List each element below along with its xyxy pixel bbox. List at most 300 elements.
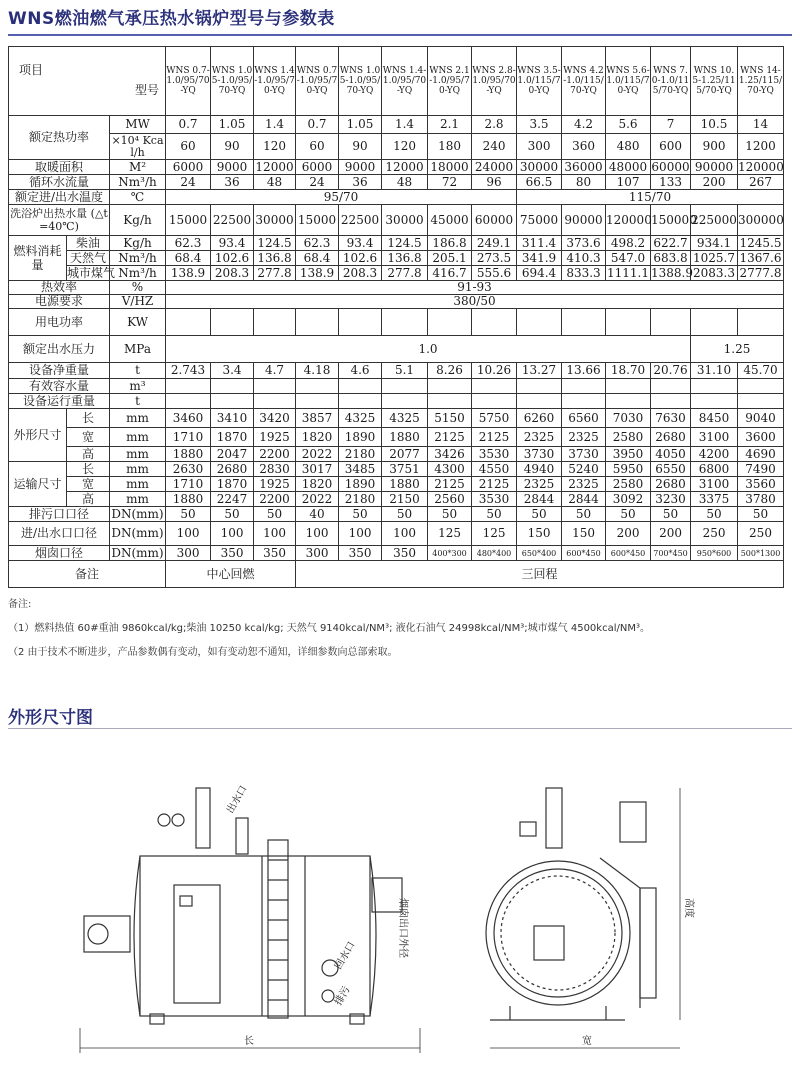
value-cell: 3530 bbox=[472, 447, 517, 462]
value-cell: 50 bbox=[517, 507, 562, 522]
burner bbox=[84, 916, 130, 952]
value-cell: 4.6 bbox=[339, 363, 382, 379]
row-label: 额定出水压力 bbox=[9, 336, 110, 363]
value-cell: 1.05 bbox=[339, 116, 382, 134]
value-cell bbox=[339, 394, 382, 409]
table-row bbox=[9, 428, 784, 447]
value-cell: 3485 bbox=[339, 462, 382, 477]
value-cell: 30000 bbox=[517, 160, 562, 175]
value-cell bbox=[211, 379, 254, 394]
value-cell: 4940 bbox=[517, 462, 562, 477]
table-row bbox=[9, 522, 784, 546]
row-label: 宽 bbox=[67, 428, 110, 447]
value-cell: 208.3 bbox=[211, 266, 254, 281]
value-cell: 4300 bbox=[428, 462, 472, 477]
value-cell: 2125 bbox=[472, 428, 517, 447]
value-cell: 20.76 bbox=[651, 363, 691, 379]
value-cell: 48 bbox=[254, 175, 296, 190]
value-cell: 5.1 bbox=[382, 363, 428, 379]
value-cell bbox=[428, 309, 472, 336]
value-cell: 120 bbox=[254, 134, 296, 160]
value-cell: 360 bbox=[562, 134, 606, 160]
row-label: 设备净重量 bbox=[9, 363, 110, 379]
value-cell: 3092 bbox=[606, 492, 651, 507]
model-header-cell: WNS 2.1-1.0/95/70-YQ bbox=[428, 47, 472, 116]
value-cell bbox=[517, 394, 562, 409]
table-row bbox=[9, 363, 784, 379]
value-cell: 80 bbox=[562, 175, 606, 190]
table-row bbox=[9, 295, 784, 309]
value-cell: 3857 bbox=[296, 409, 339, 428]
row-label: 长 bbox=[67, 462, 110, 477]
value-cell: 1710 bbox=[166, 477, 211, 492]
pressure-gauge-icon bbox=[158, 814, 170, 826]
model-header-cell: WNS 0.7-1.0/95/70-YQ bbox=[166, 47, 211, 116]
unit-cell: KW bbox=[110, 309, 166, 336]
value-cell: 3100 bbox=[691, 428, 738, 447]
row-label: 洗浴炉出热水量 (△t=40℃) bbox=[9, 205, 110, 236]
value-cell: 72 bbox=[428, 175, 472, 190]
value-cell: 2125 bbox=[472, 477, 517, 492]
value-cell bbox=[428, 379, 472, 394]
value-cell: 93.4 bbox=[211, 236, 254, 251]
value-cell bbox=[691, 309, 738, 336]
table-row bbox=[9, 175, 784, 190]
value-cell bbox=[472, 309, 517, 336]
value-cell: 2325 bbox=[517, 477, 562, 492]
value-cell: 2580 bbox=[606, 428, 651, 447]
model-header-cell: WNS 1.05-1.0/95/70-YQ bbox=[339, 47, 382, 116]
table-row bbox=[9, 309, 784, 336]
value-cell: 24000 bbox=[472, 160, 517, 175]
control-cabinet bbox=[174, 885, 220, 1003]
value-cell: 6000 bbox=[166, 160, 211, 175]
value-cell: 4.2 bbox=[562, 116, 606, 134]
header-corner bbox=[9, 47, 166, 116]
value-cell: 136.8 bbox=[254, 251, 296, 266]
value-cell: 2077 bbox=[382, 447, 428, 462]
value-cell: 2.743 bbox=[166, 363, 211, 379]
value-cell: 555.6 bbox=[472, 266, 517, 281]
value-cell: 350 bbox=[339, 546, 382, 561]
value-cell: 3730 bbox=[517, 447, 562, 462]
model-header-cell: WNS 0.7-1.0/95/70-YQ bbox=[296, 47, 339, 116]
row-label: 电源要求 bbox=[9, 295, 110, 309]
front-safety-valve bbox=[546, 788, 562, 848]
value-cell: 250 bbox=[738, 522, 784, 546]
value-cell bbox=[166, 379, 211, 394]
value-cell: 683.8 bbox=[651, 251, 691, 266]
value-cell: 416.7 bbox=[428, 266, 472, 281]
value-cell: 124.5 bbox=[254, 236, 296, 251]
value-cell: 4050 bbox=[651, 447, 691, 462]
value-cell: 40 bbox=[296, 507, 339, 522]
value-cell: 277.8 bbox=[254, 266, 296, 281]
front-view bbox=[486, 788, 680, 1048]
value-cell: 22500 bbox=[211, 205, 254, 236]
value-cell: 60000 bbox=[651, 159, 690, 174]
value-cell: 150000 bbox=[651, 205, 691, 236]
row-label: 宽 bbox=[67, 477, 110, 492]
value-cell: 7490 bbox=[738, 462, 784, 477]
value-cell bbox=[562, 394, 606, 409]
value-cell: 36000 bbox=[562, 160, 606, 175]
model-header-cell: WNS 1.4-1.0/95/70-YQ bbox=[254, 47, 296, 116]
value-cell: 480*400 bbox=[472, 546, 517, 561]
value-cell: 66.5 bbox=[517, 175, 562, 190]
value-cell: 90 bbox=[211, 134, 254, 160]
flue-label: 烟囱出口外径 bbox=[397, 898, 408, 958]
value-cell: 200 bbox=[651, 522, 691, 546]
value-cell: 1367.6 bbox=[739, 250, 782, 265]
pressure-gauge-icon bbox=[172, 814, 184, 826]
value-cell: 1.4 bbox=[382, 116, 428, 134]
value-cell: 2180 bbox=[339, 492, 382, 507]
value-cell: 4325 bbox=[382, 409, 428, 428]
front-valve bbox=[520, 822, 536, 836]
model-header-cell: WNS 1.4-1.0/95/70-YQ bbox=[382, 47, 428, 116]
value-cell bbox=[738, 309, 784, 336]
value-cell: 273.5 bbox=[472, 251, 517, 266]
value-cell: 9000 bbox=[211, 160, 254, 175]
value-cell: 107 bbox=[606, 175, 651, 190]
value-cell: 2022 bbox=[296, 492, 339, 507]
unit-cell: DN(mm) bbox=[110, 522, 166, 546]
value-cell: 15000 bbox=[166, 205, 211, 236]
row-label: 备注 bbox=[9, 561, 166, 588]
row-label: 额定进/出水温度 bbox=[9, 190, 110, 205]
value-cell: 249.1 bbox=[472, 236, 517, 251]
model-header-cell: WNS 2.8-1.0/95/70-YQ bbox=[472, 47, 517, 116]
value-cell: 350 bbox=[211, 546, 254, 561]
unit-cell: t bbox=[110, 363, 166, 379]
value-cell: 1.0 bbox=[166, 336, 691, 363]
value-cell: 350 bbox=[382, 546, 428, 561]
unit-cell: mm bbox=[110, 447, 166, 462]
unit-cell: mm bbox=[110, 477, 166, 492]
value-cell: 694.4 bbox=[517, 266, 562, 281]
value-cell bbox=[296, 379, 339, 394]
table-row bbox=[9, 336, 784, 363]
value-cell: 600*450 bbox=[606, 546, 651, 561]
value-cell: 60 bbox=[296, 134, 339, 160]
value-cell: 62.3 bbox=[166, 236, 211, 251]
page-title: WNS燃油燃气承压热水锅炉型号与参数表 bbox=[8, 9, 335, 29]
value-cell: 1880 bbox=[166, 447, 211, 462]
value-cell: 3017 bbox=[296, 462, 339, 477]
value-cell: 100 bbox=[211, 522, 254, 546]
value-cell: 300 bbox=[296, 546, 339, 561]
value-cell: 125 bbox=[472, 522, 517, 546]
value-cell: 3.5 bbox=[517, 116, 562, 134]
value-cell: 36 bbox=[339, 175, 382, 190]
value-cell: 3950 bbox=[606, 447, 651, 462]
table-row bbox=[9, 462, 784, 477]
value-cell: 180 bbox=[428, 134, 472, 160]
value-cell: 45000 bbox=[428, 205, 472, 236]
value-cell: 1890 bbox=[339, 477, 382, 492]
unit-cell: Nm³/h bbox=[110, 175, 166, 190]
row-label: 用电功率 bbox=[9, 309, 110, 336]
value-cell: 547.0 bbox=[606, 251, 651, 266]
value-cell: 380/50 bbox=[166, 295, 784, 309]
table-row bbox=[9, 507, 784, 522]
value-cell: 125 bbox=[428, 522, 472, 546]
value-cell: 4325 bbox=[339, 409, 382, 428]
value-cell: 1245.5 bbox=[739, 235, 782, 250]
table-row bbox=[9, 134, 784, 160]
value-cell: 8.26 bbox=[428, 363, 472, 379]
value-cell: 650*400 bbox=[517, 546, 562, 561]
value-cell: 934.1 bbox=[691, 236, 738, 251]
value-cell: 93.4 bbox=[339, 236, 382, 251]
value-cell: 91-93 bbox=[166, 281, 784, 295]
value-cell: 498.2 bbox=[606, 236, 651, 251]
value-cell: 350 bbox=[254, 546, 296, 561]
value-cell: 2580 bbox=[606, 477, 651, 492]
value-cell: 50 bbox=[691, 507, 738, 522]
table-row bbox=[9, 266, 784, 281]
value-cell: 3560 bbox=[738, 477, 784, 492]
value-cell: 8450 bbox=[691, 409, 738, 428]
value-cell bbox=[382, 309, 428, 336]
side-view bbox=[80, 788, 420, 1053]
value-cell: 1025.7 bbox=[691, 251, 738, 266]
value-cell: 1.25 bbox=[691, 336, 784, 363]
value-cell: 300000 bbox=[738, 205, 784, 236]
value-cell bbox=[254, 379, 296, 394]
value-cell: 24 bbox=[166, 175, 211, 190]
table-row bbox=[9, 447, 784, 462]
unit-cell: m³ bbox=[110, 379, 166, 394]
value-cell: 2083.3 bbox=[691, 266, 738, 281]
value-cell: 0.7 bbox=[166, 116, 211, 134]
unit-cell: V/HZ bbox=[110, 295, 166, 309]
note-line-1: （1）燃料热值 60#重油 9860kcal/kg;柴油 10250 kcal/kg; 天然气 9140kcal/NM³; 液化石油气 24998kcal/NM³;城市煤气 4500kcal/NM³。 bbox=[8, 623, 650, 634]
value-cell: 24 bbox=[296, 175, 339, 190]
value-cell: 5950 bbox=[606, 462, 651, 477]
notes bbox=[8, 598, 650, 670]
value-cell: 3751 bbox=[382, 462, 428, 477]
value-cell bbox=[606, 394, 651, 409]
value-cell: 50 bbox=[738, 507, 784, 522]
cabinet-panel bbox=[180, 896, 192, 906]
value-cell: 50 bbox=[428, 507, 472, 522]
value-cell: 3.4 bbox=[211, 363, 254, 379]
row-label: 天然气 bbox=[67, 251, 110, 266]
table-row bbox=[9, 409, 784, 428]
value-cell: 1111.1 bbox=[607, 265, 650, 280]
boiler-drawing bbox=[0, 748, 800, 1074]
unit-cell: Kg/h bbox=[110, 205, 166, 236]
value-cell: 150 bbox=[562, 522, 606, 546]
value-cell: 50 bbox=[166, 507, 211, 522]
ladder bbox=[268, 840, 288, 1018]
value-cell: 6800 bbox=[691, 462, 738, 477]
value-cell: 5240 bbox=[562, 462, 606, 477]
value-cell bbox=[339, 309, 382, 336]
value-cell: 3100 bbox=[691, 477, 738, 492]
value-cell: 48 bbox=[382, 175, 428, 190]
value-cell bbox=[517, 379, 562, 394]
spec-table bbox=[8, 46, 784, 588]
value-cell: 50 bbox=[606, 507, 651, 522]
value-cell: 120 bbox=[382, 134, 428, 160]
side-ladder bbox=[600, 858, 640, 1008]
value-cell: 2247 bbox=[211, 492, 254, 507]
value-cell: 4550 bbox=[472, 462, 517, 477]
safety-valve bbox=[196, 788, 210, 848]
inlet-label: 回水口 bbox=[333, 940, 358, 972]
value-cell: 100 bbox=[166, 522, 211, 546]
unit-cell: M² bbox=[110, 160, 166, 175]
value-cell: 50 bbox=[211, 507, 254, 522]
boiler-front-head bbox=[134, 856, 140, 1016]
title-divider bbox=[8, 34, 792, 36]
value-cell: 68.4 bbox=[166, 251, 211, 266]
value-cell bbox=[651, 379, 691, 394]
value-cell: 18000 bbox=[428, 160, 472, 175]
value-cell: 900 bbox=[691, 134, 738, 160]
value-cell: 0.7 bbox=[296, 116, 339, 134]
unit-cell: mm bbox=[110, 462, 166, 477]
value-cell: 1870 bbox=[211, 477, 254, 492]
value-cell: 36 bbox=[211, 175, 254, 190]
value-cell bbox=[472, 379, 517, 394]
value-cell: 2844 bbox=[517, 492, 562, 507]
row-label: 长 bbox=[67, 409, 110, 428]
value-cell: 124.5 bbox=[382, 236, 428, 251]
table-row bbox=[9, 561, 784, 588]
value-cell: 50 bbox=[382, 507, 428, 522]
row-label: 取暖面积 bbox=[9, 160, 110, 175]
length-label: 长 bbox=[244, 1036, 254, 1047]
value-cell: 150 bbox=[517, 522, 562, 546]
front-flue bbox=[640, 888, 656, 998]
value-cell: 31.10 bbox=[691, 363, 738, 379]
table-row bbox=[9, 379, 784, 394]
unit-cell: ×10⁴ Kcal/h bbox=[111, 133, 164, 159]
row-label: 高 bbox=[67, 492, 110, 507]
row-group-label: 运输尺寸 bbox=[9, 462, 67, 507]
width-label: 宽 bbox=[582, 1036, 592, 1047]
value-cell: 13.27 bbox=[517, 363, 562, 379]
value-cell: 1820 bbox=[296, 428, 339, 447]
row-label: 进/出水口口径 bbox=[9, 522, 110, 546]
value-cell: 500*1300 bbox=[738, 546, 784, 561]
value-cell: 48000 bbox=[606, 160, 651, 175]
row-label: 烟囱口径 bbox=[9, 546, 110, 561]
door-bolt-circle bbox=[501, 876, 615, 990]
outlet-label: 出水口 bbox=[225, 784, 250, 816]
value-cell: 4690 bbox=[738, 447, 784, 462]
value-cell: 1880 bbox=[166, 492, 211, 507]
value-cell: 12000 bbox=[255, 159, 294, 174]
value-cell: 240 bbox=[472, 134, 517, 160]
value-cell: 6000 bbox=[296, 160, 339, 175]
value-cell: 2.8 bbox=[472, 116, 517, 134]
value-cell: 15000 bbox=[296, 205, 339, 236]
value-cell: 373.6 bbox=[562, 236, 606, 251]
value-cell: 2680 bbox=[651, 477, 691, 492]
value-cell: 4.18 bbox=[296, 363, 339, 379]
value-cell: 30000 bbox=[382, 205, 428, 236]
unit-cell: Nm³/h bbox=[110, 251, 166, 266]
shell-outer bbox=[486, 861, 630, 1005]
model-header-cell: WNS 5.6-1.0/115/70-YQ bbox=[606, 47, 651, 116]
table-row bbox=[9, 116, 784, 134]
unit-cell: MPa bbox=[110, 336, 166, 363]
unit-cell: % bbox=[110, 281, 166, 295]
value-cell bbox=[606, 379, 651, 394]
value-cell: 100 bbox=[254, 522, 296, 546]
value-cell: 5.6 bbox=[606, 116, 651, 134]
value-cell: 2047 bbox=[211, 447, 254, 462]
value-cell: 4.7 bbox=[254, 363, 296, 379]
value-cell: 9000 bbox=[339, 160, 382, 175]
value-cell: 950*600 bbox=[691, 546, 738, 561]
drain-label: 排污 bbox=[333, 984, 353, 1008]
value-cell: 2560 bbox=[428, 492, 472, 507]
value-cell: 600*450 bbox=[562, 546, 606, 561]
model-header-cell: WNS 1.05-1.0/95/70-YQ bbox=[211, 47, 254, 116]
value-cell: 96 bbox=[472, 175, 517, 190]
row-label: 柴油 bbox=[67, 236, 110, 251]
unit-cell: ℃ bbox=[110, 190, 166, 205]
table-row bbox=[9, 205, 784, 236]
value-cell: 3426 bbox=[428, 447, 472, 462]
value-cell bbox=[606, 309, 651, 336]
value-cell: 100 bbox=[296, 522, 339, 546]
value-cell: 18.70 bbox=[606, 363, 651, 379]
value-cell: 100 bbox=[382, 522, 428, 546]
value-cell: 2.1 bbox=[428, 116, 472, 134]
unit-cell: Nm³/h bbox=[110, 266, 166, 281]
value-cell: 1710 bbox=[166, 428, 211, 447]
value-cell: 7630 bbox=[651, 409, 691, 428]
value-cell bbox=[296, 309, 339, 336]
burner-front bbox=[534, 926, 564, 960]
value-cell bbox=[651, 309, 691, 336]
value-cell: 5150 bbox=[428, 409, 472, 428]
value-cell: 10.26 bbox=[472, 363, 517, 379]
value-cell bbox=[472, 394, 517, 409]
value-cell: 3420 bbox=[254, 409, 296, 428]
value-cell bbox=[382, 394, 428, 409]
unit-cell: mm bbox=[110, 492, 166, 507]
value-cell: 1.4 bbox=[254, 116, 296, 134]
table-row bbox=[9, 236, 784, 251]
value-cell: 2630 bbox=[166, 462, 211, 477]
value-cell: 6550 bbox=[651, 462, 691, 477]
value-cell: 三回程 bbox=[296, 561, 784, 588]
value-cell bbox=[428, 394, 472, 409]
value-cell: 2125 bbox=[428, 428, 472, 447]
row-label: 循环水流量 bbox=[9, 175, 110, 190]
section-divider bbox=[8, 728, 792, 729]
value-cell: 中心回燃 bbox=[166, 561, 296, 588]
value-cell bbox=[562, 379, 606, 394]
value-cell: 2022 bbox=[296, 447, 339, 462]
height-label: 高度 bbox=[683, 898, 694, 918]
value-cell: 50 bbox=[339, 507, 382, 522]
value-cell: 4200 bbox=[691, 447, 738, 462]
table-row bbox=[9, 546, 784, 561]
value-cell: 7030 bbox=[606, 409, 651, 428]
value-cell: 1880 bbox=[382, 477, 428, 492]
value-cell bbox=[211, 309, 254, 336]
boiler-rear-head bbox=[370, 856, 376, 1016]
